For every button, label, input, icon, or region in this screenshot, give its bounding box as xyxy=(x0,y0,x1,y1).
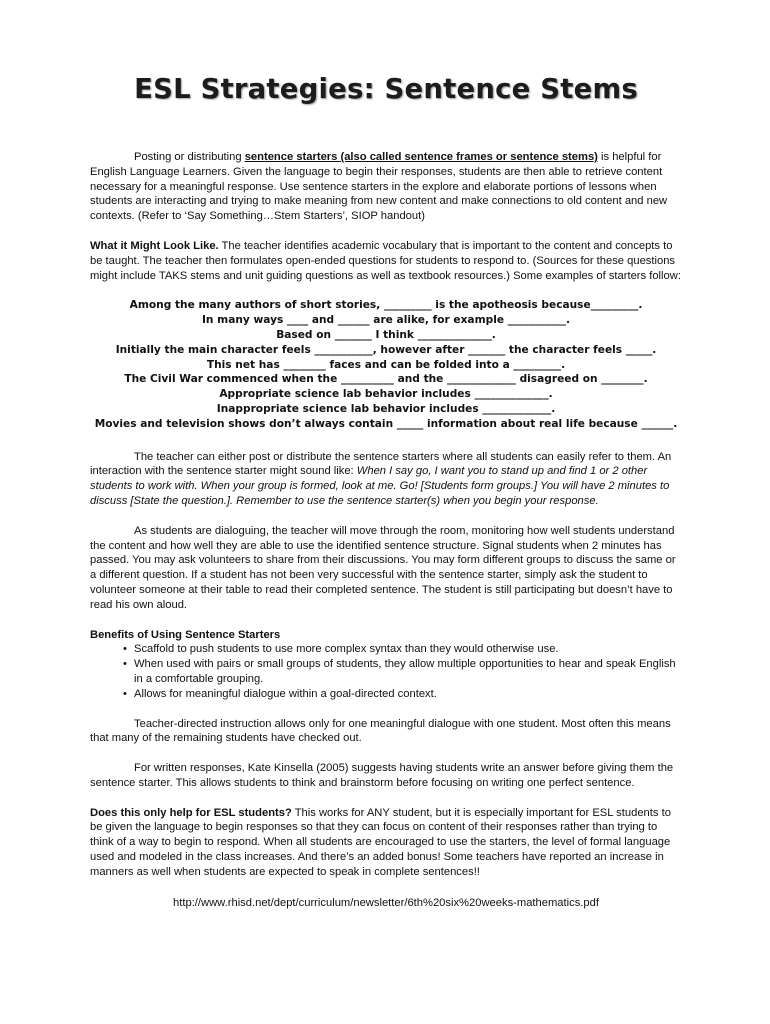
written-responses-paragraph: For written responses, Kate Kinsella (2005) suggests having students write an answer before giving them the sentence starter. This allows students to think and brainstorm before focusing on writing one perfect sentence. xyxy=(90,762,674,789)
benefits-heading: Benefits of Using Sentence Starters xyxy=(90,628,281,641)
esl-only-label: Does this only help for ESL students? xyxy=(90,806,292,819)
post-italic: When I say go, I want you to stand up and find 1 or 2 other students to work with. When your group is formed, look at me. Go! [Students form groups.] You will have 2 minutes to discuss [State the question.]. Remember to use the sentence starter(s) when you begin your response. xyxy=(90,465,670,507)
intro-paragraph xyxy=(90,150,682,224)
stem-line: The Civil War commenced when the __________ and the _____________ disagreed on ________. xyxy=(124,373,648,386)
stem-line: Movies and television shows don’t always contain _____ information about real life because ______. xyxy=(94,417,678,430)
list-item-text: When used with pairs or small groups of students, they allow multiple opportunities to hear and speak English in a comfortable grouping. xyxy=(134,658,676,685)
footer-url[interactable]: http://www.rhisd.net/dept/curriculum/newsletter/6th%20six%20weeks-mathematics.pdf xyxy=(173,896,599,909)
stem-line: Initially the main character feels ___________, however after _______ the character feels _____. xyxy=(115,343,657,356)
stem-line: Appropriate science lab behavior includes ______________. xyxy=(219,388,553,401)
intro-after: is helpful for English Language Learners. Given the language to begin their responses, students are then able to retrieve content necessary for a meaningful response. Use sentence starters in the explore and elaborate portions of lessons when students are interacting and trying to make meaning from new content and make connections to old content and new contexts. (Refer to ‘Say Something…Stem Starters’, SIOP handout) xyxy=(90,151,668,223)
stem-line: This net has ________ faces and can be folded into a _________. xyxy=(206,358,566,371)
document-page xyxy=(90,72,682,910)
list-item-text: Allows for meaningful dialogue within a goal-directed context. xyxy=(134,687,437,700)
post-paragraph xyxy=(90,450,682,509)
esl-only-text: This works for ANY student, but it is especially important for ESL students to be given the language to begin responses so that they can focus on content of their responses rather than trying to think of a way to begin to respond. When all students are encouraged to use the starters, the level of formal language used and modeled in the class increases. And there’s an added bonus! Some teachers have reported an increase in manners as well when students are expected to speak in complete sentences!! xyxy=(90,806,671,878)
look-like-paragraph xyxy=(90,239,682,283)
stem-line: Inappropriate science lab behavior includes _____________. xyxy=(216,402,556,415)
sentence-stems-list xyxy=(90,298,682,431)
list-item-text: Scaffold to push students to use more complex syntax than they would otherwise use. xyxy=(134,643,559,656)
stem-line: In many ways ____ and ______ are alike, for example ___________. xyxy=(201,314,570,327)
benefits-list xyxy=(90,642,682,701)
bullet-icon: • xyxy=(123,687,127,700)
post-text: The teacher can either post or distribute the sentence starters where all students can easily refer to them. An interaction with the sentence starter might sound like: xyxy=(90,450,672,478)
page-title: ESL Strategies: Sentence Stems xyxy=(134,73,638,105)
esl-only-paragraph xyxy=(90,806,682,880)
sentence-starters-term: sentence starters (also called sentence frames or sentence stems) xyxy=(244,151,598,163)
stem-line: Based on _______ I think ______________. xyxy=(276,328,496,341)
dialogue-paragraph: As students are dialoguing, the teacher will move through the room, monitoring how well students understand the content and how well they are able to use the identified sentence structure. Signal students when 2 minutes has passed. You may ask volunteers to share from their discussions. You may form different groups to discuss the same or a different question. If a student has not been very successful with the sentence starter, simply ask the student to volunteer someone at their table to read their completed sentence. The student is still participating but doesn’t have to read his own aloud. xyxy=(90,524,676,611)
list-item xyxy=(90,657,682,687)
list-item xyxy=(90,687,682,702)
bullet-icon: • xyxy=(123,658,127,671)
list-item xyxy=(90,642,682,657)
stem-line: Among the many authors of short stories, _________ is the apotheosis because_________. xyxy=(129,299,643,312)
intro-before: Posting or distributing xyxy=(134,151,245,163)
teacher-directed-paragraph: Teacher-directed instruction allows only for one meaningful dialogue with one student. Most often this means that many of the remaining students have checked out. xyxy=(90,717,671,745)
look-like-label: What it Might Look Like. xyxy=(90,239,219,252)
bullet-icon: • xyxy=(123,643,127,656)
look-like-text: The teacher identifies academic vocabulary that is important to the content and concepts to be taught. The teacher then formulates open-ended questions for students to respond to. (Sources for these questions might include TAKS stems and unit guiding questions as well as textbook resources.) Some examples of starters follow: xyxy=(90,239,681,282)
